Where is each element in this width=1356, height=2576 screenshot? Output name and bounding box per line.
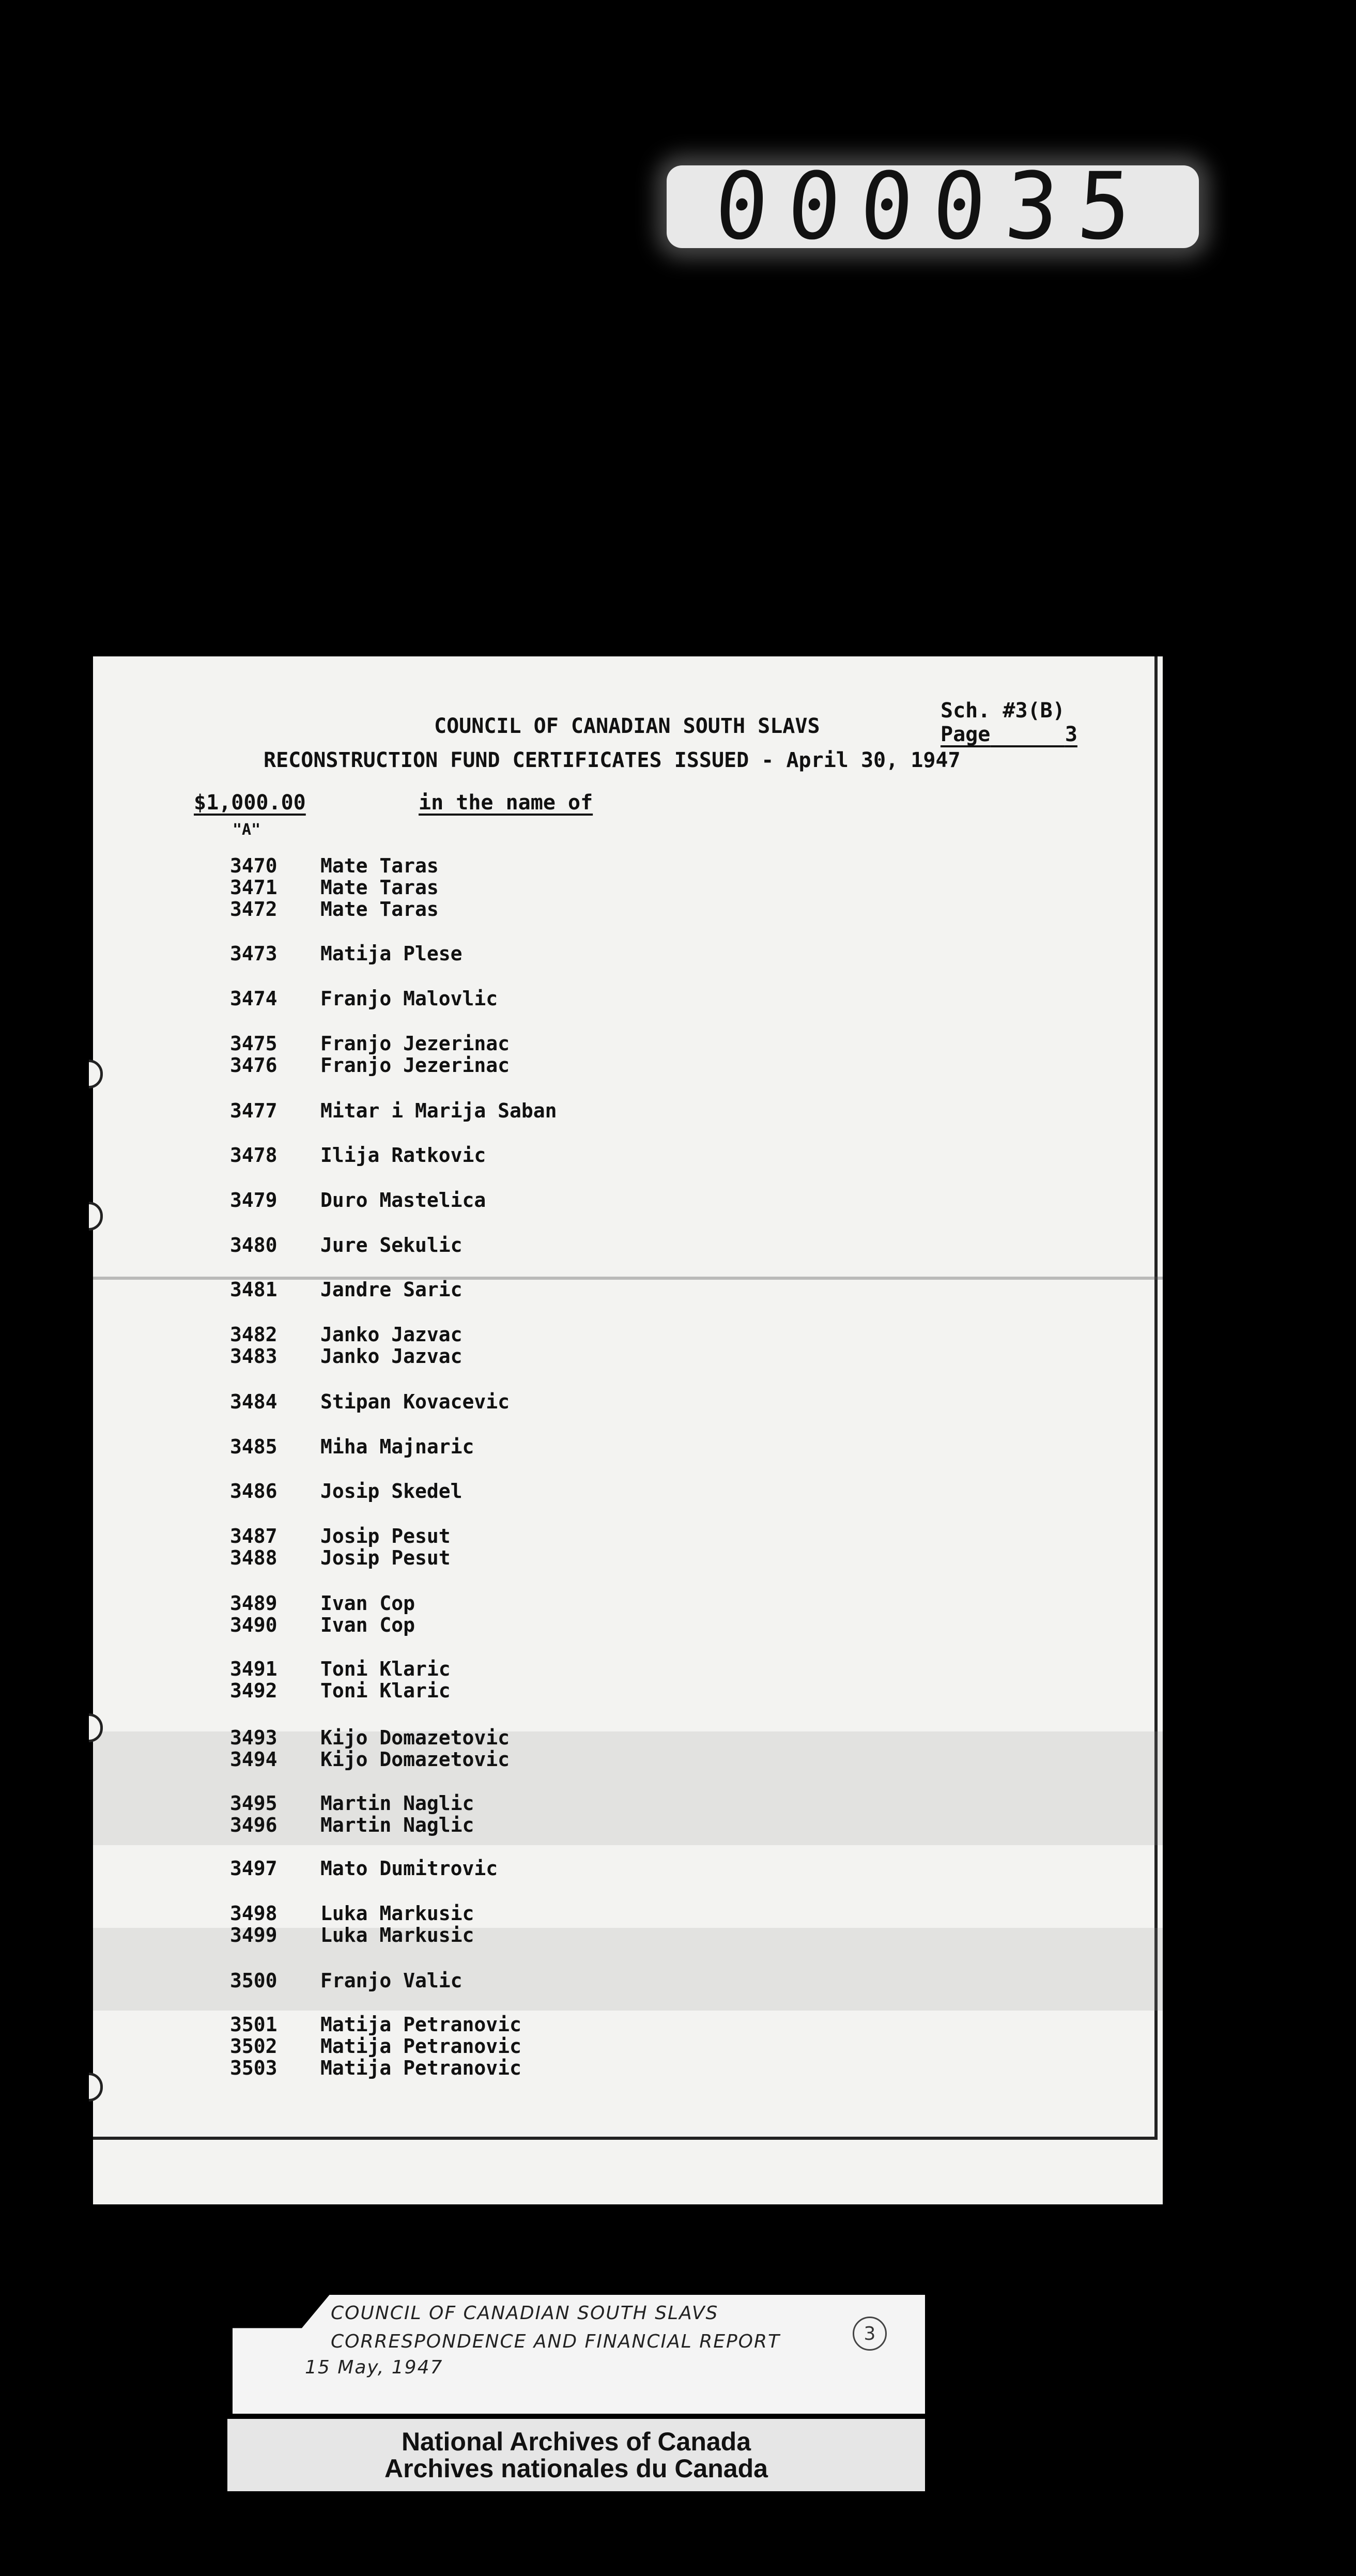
certificate-number: 3489 bbox=[230, 1592, 278, 1615]
certificate-number: 3498 bbox=[230, 1902, 278, 1925]
certificate-row bbox=[230, 1814, 474, 1836]
certificate-row bbox=[230, 2035, 521, 2058]
certificate-holder-name: Martin Naglic bbox=[320, 1792, 474, 1815]
certificate-holder-name: Franjo Valic bbox=[320, 1969, 463, 1992]
certificate-holder-name: Josip Skedel bbox=[320, 1480, 463, 1502]
certificate-row bbox=[230, 1435, 474, 1458]
certificate-row bbox=[230, 1792, 474, 1815]
certificate-holder-name: Franjo Jezerinac bbox=[320, 1054, 510, 1077]
certificate-holder-name: Stipan Kovacevic bbox=[320, 1390, 510, 1413]
archive-banner bbox=[227, 2419, 925, 2491]
certificate-number: 3485 bbox=[230, 1435, 278, 1458]
certificate-row bbox=[230, 1144, 486, 1167]
certificate-holder-name: Janko Jazvac bbox=[320, 1345, 463, 1368]
certificate-holder-name: Ivan Cop bbox=[320, 1614, 415, 1636]
page-number: 3 bbox=[1065, 723, 1077, 746]
certificate-row bbox=[230, 2013, 521, 2036]
certificate-number: 3492 bbox=[230, 1679, 278, 1702]
certificate-row bbox=[230, 1054, 510, 1077]
certificate-row bbox=[230, 854, 439, 877]
frame-number-plate bbox=[667, 153, 1199, 260]
certificate-number: 3484 bbox=[230, 1390, 278, 1413]
certificate-row bbox=[230, 1614, 415, 1636]
certificate-row bbox=[230, 2057, 521, 2079]
label-line-1: COUNCIL OF CANADIAN SOUTH SLAVS bbox=[331, 2303, 719, 2324]
certificate-row bbox=[230, 898, 439, 921]
certificate-holder-name: Jure Sekulic bbox=[320, 1234, 463, 1256]
certificate-row bbox=[230, 1278, 463, 1301]
certificate-holder-name: Matija Petranovic bbox=[320, 2035, 521, 2058]
certificate-row bbox=[230, 1032, 510, 1055]
certificate-number: 3471 bbox=[230, 876, 278, 899]
certificate-number: 3479 bbox=[230, 1189, 278, 1212]
certificate-holder-name: Mato Dumitrovic bbox=[320, 1857, 498, 1880]
certificate-number: 3470 bbox=[230, 854, 278, 877]
certificate-row bbox=[230, 1189, 486, 1212]
certificate-number: 3487 bbox=[230, 1525, 278, 1547]
certificate-number: 3497 bbox=[230, 1857, 278, 1880]
certificate-number: 3474 bbox=[230, 987, 278, 1010]
amount-heading: $1,000.00 bbox=[194, 791, 306, 815]
certificate-row bbox=[230, 1969, 463, 1992]
certificate-row bbox=[230, 1323, 463, 1346]
certificate-row bbox=[230, 1658, 451, 1680]
certificate-number: 3490 bbox=[230, 1614, 278, 1636]
frame-number: 000035 bbox=[712, 153, 1154, 260]
certificate-holder-name: Jandre Saric bbox=[320, 1278, 463, 1301]
certificate-number: 3472 bbox=[230, 898, 278, 921]
page-label: Page bbox=[941, 723, 991, 746]
certificate-holder-name: Mitar i Marija Saban bbox=[320, 1099, 557, 1122]
certificate-row bbox=[230, 1234, 463, 1256]
certificate-number: 3480 bbox=[230, 1234, 278, 1256]
certificate-number: 3477 bbox=[230, 1099, 278, 1122]
certificate-number: 3495 bbox=[230, 1792, 278, 1815]
certificate-holder-name: Mate Taras bbox=[320, 854, 439, 877]
certificate-number: 3496 bbox=[230, 1814, 278, 1836]
certificate-row bbox=[230, 876, 439, 899]
certificate-row bbox=[230, 1546, 451, 1569]
certificate-holder-name: Luka Markusic bbox=[320, 1924, 474, 1946]
certificate-holder-name: Martin Naglic bbox=[320, 1814, 474, 1836]
certificate-holder-name: Josip Pesut bbox=[320, 1546, 451, 1569]
certificate-holder-name: Ivan Cop bbox=[320, 1592, 415, 1615]
in-name-of-heading: in the name of bbox=[419, 791, 593, 815]
certificate-row bbox=[230, 1924, 474, 1946]
certificate-row bbox=[230, 1525, 451, 1547]
certificate-holder-name: Matija Petranovic bbox=[320, 2057, 521, 2079]
label-line-3: 15 May, 1947 bbox=[305, 2357, 443, 2378]
certificate-holder-name: Mate Taras bbox=[320, 876, 439, 899]
certificate-row bbox=[230, 1099, 557, 1122]
certificate-holder-name: Kijo Domazetovic bbox=[320, 1748, 510, 1771]
certificate-number: 3500 bbox=[230, 1969, 278, 1992]
certificate-number: 3483 bbox=[230, 1345, 278, 1368]
certificate-holder-name: Josip Pesut bbox=[320, 1525, 451, 1547]
certificate-holder-name: Luka Markusic bbox=[320, 1902, 474, 1925]
certificate-row bbox=[230, 1748, 510, 1771]
certificate-holder-name: Janko Jazvac bbox=[320, 1323, 463, 1346]
certificate-number: 3482 bbox=[230, 1323, 278, 1346]
certificate-number: 3475 bbox=[230, 1032, 278, 1055]
archive-name-en: National Archives of Canada bbox=[401, 2427, 751, 2456]
certificate-holder-name: Matija Petranovic bbox=[320, 2013, 521, 2036]
certificate-number: 3473 bbox=[230, 942, 278, 965]
certificate-number: 3501 bbox=[230, 2013, 278, 2036]
circled-number: 3 bbox=[853, 2317, 887, 2351]
document-title: COUNCIL OF CANADIAN SOUTH SLAVS bbox=[434, 714, 820, 738]
certificate-number: 3499 bbox=[230, 1924, 278, 1946]
certificate-holder-name: Duro Mastelica bbox=[320, 1189, 486, 1212]
certificate-holder-name: Kijo Domazetovic bbox=[320, 1726, 510, 1749]
certificate-number: 3476 bbox=[230, 1054, 278, 1077]
certificate-holder-name: Franjo Malovlic bbox=[320, 987, 498, 1010]
certificate-number: 3478 bbox=[230, 1144, 278, 1167]
series-label: "A" bbox=[233, 821, 261, 839]
label-line-2: CORRESPONDENCE AND FINANCIAL REPORT bbox=[331, 2331, 781, 2352]
certificate-number: 3491 bbox=[230, 1658, 278, 1680]
page-ref bbox=[941, 723, 1085, 746]
certificate-number: 3488 bbox=[230, 1546, 278, 1569]
certificate-number: 3481 bbox=[230, 1278, 278, 1301]
certificate-row bbox=[230, 1480, 463, 1502]
certificate-holder-name: Franjo Jezerinac bbox=[320, 1032, 510, 1055]
certificate-number: 3503 bbox=[230, 2057, 278, 2079]
archive-name-fr: Archives nationales du Canada bbox=[384, 2454, 768, 2483]
certificate-holder-name: Mate Taras bbox=[320, 898, 439, 921]
certificate-row bbox=[230, 1902, 474, 1925]
certificate-holder-name: Ilija Ratkovic bbox=[320, 1144, 486, 1167]
certificate-row bbox=[230, 1345, 463, 1368]
certificate-number: 3493 bbox=[230, 1726, 278, 1749]
certificate-holder-name: Toni Klaric bbox=[320, 1679, 451, 1702]
document-page bbox=[93, 656, 1163, 2204]
certificate-holder-name: Toni Klaric bbox=[320, 1658, 451, 1680]
certificate-number: 3486 bbox=[230, 1480, 278, 1502]
certificate-row bbox=[230, 1390, 510, 1413]
certificate-row bbox=[230, 942, 463, 965]
document-subtitle: RECONSTRUCTION FUND CERTIFICATES ISSUED - April 30, 1947 bbox=[264, 748, 961, 772]
certificate-row bbox=[230, 1679, 451, 1702]
certificate-row bbox=[230, 1726, 510, 1749]
certificate-holder-name: Miha Majnaric bbox=[320, 1435, 474, 1458]
certificate-row bbox=[230, 1592, 415, 1615]
certificate-row bbox=[230, 987, 498, 1010]
certificate-holder-name: Matija Plese bbox=[320, 942, 463, 965]
schedule-ref: Sch. #3(B) bbox=[941, 699, 1065, 723]
certificate-number: 3502 bbox=[230, 2035, 278, 2058]
certificate-row bbox=[230, 1857, 498, 1880]
certificate-number: 3494 bbox=[230, 1748, 278, 1771]
